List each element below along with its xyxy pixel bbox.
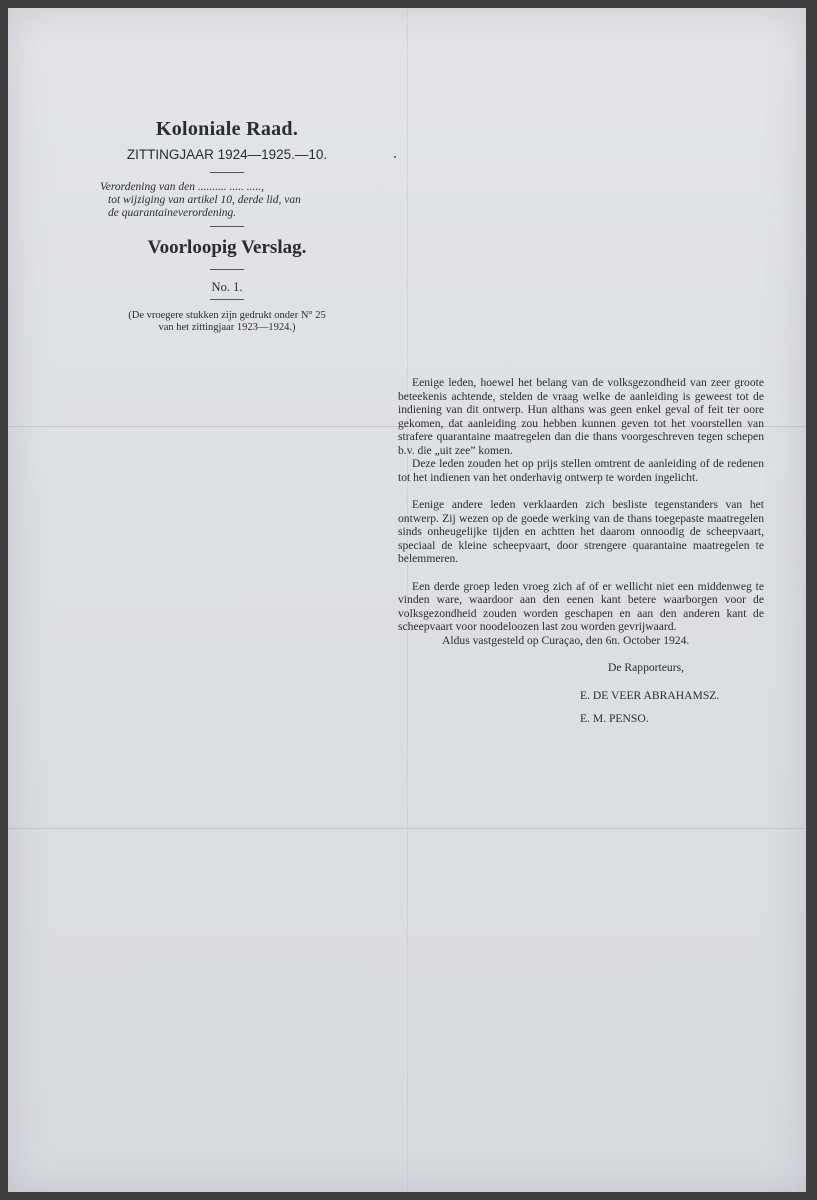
document-number: No. 1.: [211, 280, 243, 294]
subject-line: tot wijziging van artikel 10, derde lid, van: [108, 194, 301, 206]
note-line: van het zittingjaar 1923—1924.): [158, 322, 296, 333]
paragraph: Eenige leden, hoewel het belang van de volksgezondheid van zeer groote beteekenis achtende, stelden de vraag welke de aanleiding is geweest tot de indiening van dit ontwerp. Hun althans was geen enkel geval of feit ter oore gekomen, dat aanleiding zou hebben kunnen geven tot het voorstellen van strafere quarantaine maatregelen dan die thans voorgeschreven tegen schepen b.v. die „uit zee” komen.: [398, 376, 764, 457]
signatory-name: E. M. PENSO.: [580, 712, 649, 725]
signatures-intro: De Rapporteurs,: [608, 661, 684, 674]
document-header: [92, 110, 362, 334]
paragraph: Een derde groep leden vroeg zich af of er wellicht niet een middenweg te vinden ware, waardoor aan den eenen kant betere waarborgen voor de volksgezondheid zouden worden geschapen en aan den anderen kant de scheepvaart voor noodeloozen last zou worden gevrijwaard.: [398, 579, 764, 633]
session-year: ZITTINGJAAR 1924—1925.—10.: [126, 147, 328, 162]
closing-line: Aldus vastgesteld op Curaçao, den 6n. October 1924.: [442, 633, 690, 647]
paragraph: Deze leden zouden het op prijs stellen omtrent de aanleiding of de redenen tot het indienen van het onderhavig ontwerp te worden ingelicht.: [398, 457, 764, 484]
paragraph: Eenige andere leden verklaarden zich besliste tegenstanders van het ontwerp. Zij wezen op de goede werking van de thans toegepaste maatregelen sinds onheugelijke tijden en achtten het daarom onnoodig de scheepvaart, speciaal de kleine scheepvaart, door strengere quarantaine maatregelen te belemmeren.: [398, 498, 764, 565]
note-line: (De vroegere stukken zijn gedrukt onder N° 25: [128, 310, 326, 321]
report-body: [398, 376, 764, 726]
divider: [210, 269, 244, 270]
council-title: Koloniale Raad.: [155, 118, 299, 140]
signatory-name: E. DE VEER ABRAHAMSZ.: [580, 688, 720, 702]
divider: [210, 299, 244, 300]
ordinance-subject: [92, 181, 362, 220]
subject-line: de quarantaineverordening.: [108, 207, 237, 219]
divider: [210, 172, 244, 173]
ink-speck: [394, 156, 396, 158]
subject-line: Verordening van den .......... ..... .....,: [100, 181, 264, 193]
report-title: Voorloopig Verslag.: [147, 237, 307, 258]
divider: [210, 226, 244, 227]
previous-documents-note: [92, 310, 362, 334]
